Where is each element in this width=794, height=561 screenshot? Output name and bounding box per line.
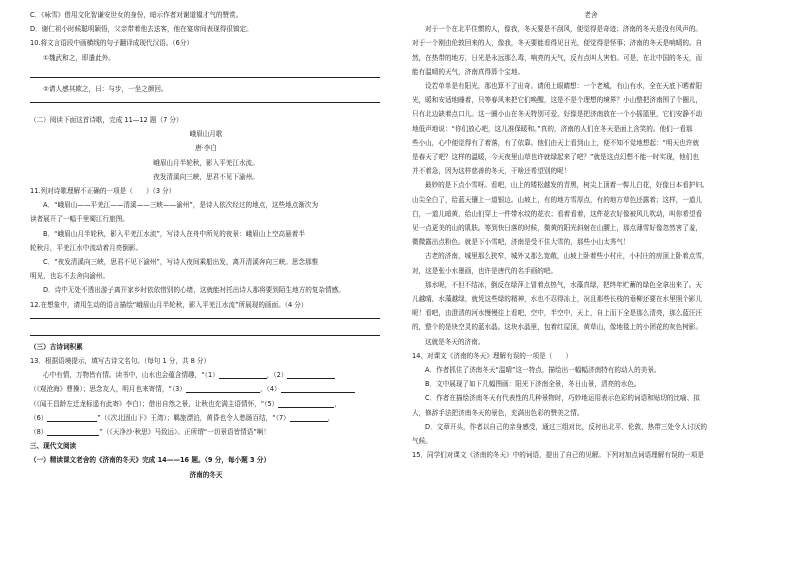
q14-option-b: B．文中展现了如下几幅图画：阳光下济南全景，冬日山景，清亮的水色。 [425, 380, 641, 389]
q11-option-d: D．诗中无处不透出游子离开家乡时依依惜别的心绪，这就能衬托出诗人那将要到陌生地方的复杂情感。 [43, 286, 345, 295]
q11-option-a: A．“峨眉山——平羌江——清溪——三峡——渝州”，是诗人依次经过的地点，这些地点渐次为 [43, 201, 319, 210]
essay-line: 是春天了吧？这样的温暖，今天夜里山草也许就绿起来了吧？”就是这点幻想不能一时实现，他们也 [412, 153, 699, 162]
q13-line-5 [30, 425, 382, 439]
fill-blank[interactable] [281, 383, 355, 393]
q14-option-d-cont: 气候。 [412, 437, 432, 446]
q13-line-3 [30, 397, 382, 411]
essay-line: 并不着急，因为这样慈善的冬天，干啥还希望别的呢！ [412, 167, 571, 176]
section-modern-heading: 三、现代文阅读 [30, 442, 77, 451]
q14-stem: 14、对课文《济南的冬天》理解有误的一项是（ ） [412, 351, 573, 360]
q13-line-1 [30, 368, 382, 382]
q11-option-b: B．“峨眉山月半轮秋，影入平羌江水流”，写诗人在舟中所见的夜景：峨眉山上空高悬着半 [43, 229, 305, 238]
essay-paragraph-end: 这就是冬天的济南。 [425, 337, 485, 346]
poem-author: 唐·李白 [195, 144, 217, 153]
fill-blank[interactable] [287, 369, 335, 379]
q13-text: ， [334, 399, 341, 408]
q13-stem: 13．根据语境提示，填写古诗文名句。（每句 1 分，共 8 分） [30, 357, 211, 366]
poem-line-1: 峨眉山月半轮秋，影入平羌江水流。 [153, 158, 259, 167]
poem-line-2: 夜发清溪向三峡，思君不见下渝州。 [153, 172, 259, 181]
q13-text: （6） [30, 413, 48, 422]
essay-line: 光，暖和安适地睡着，只等春风来把它们唤醒，这是不是个理想的境界？小山整把济南围了个圈儿， [412, 96, 703, 105]
left-column [30, 8, 382, 482]
q10-sentence-2: ②请人感其欺之，曰：与步，一坐之颜回。 [43, 84, 168, 93]
essay-paragraph-5: 那水呢，不但不结冰，倒反在绿萍上冒着点热气，水藻真绿，把终年贮蓄的绿色全拿出来了。天 [425, 280, 702, 289]
essay-line: 山尖全白了，给蓝天镶上一道银边。山坡上，有的地方雪厚点，有的地方草色还露着；这样，一道儿 [412, 195, 703, 204]
q13-text: ， [327, 413, 335, 422]
q10-stem: 10.将文言语段中画横线的句子翻译成现代汉语。（6分） [30, 39, 194, 48]
answer-line [30, 335, 380, 336]
essay-line: 地低声地说：“你们放心吧，这儿准保暖和。”真的，济南的人们在冬天是面上含笑的。他们一看那 [412, 124, 693, 133]
q10-sentence-1: ①魏武和之，即遣此外。 [43, 53, 115, 62]
q13-text: （《观沧海》曹操）；思念友人，明月也来寄情，“（3） [30, 385, 186, 394]
section-modern-subheading: （一）精读课文老舍的《济南的冬天》完成 14——16 题。（9 分，每小题 3 分） [30, 456, 271, 465]
essay-line: 白，一道儿暗黄，给山们穿上一件带水纹的花衣；看着看着，这件花衣好像被风儿吹动，叫你希望看 [412, 209, 703, 218]
section-2-heading: （二）阅读下面这首诗歌，完成 11—12 题（7 分） [30, 116, 183, 125]
right-column [412, 8, 770, 463]
essay-line: 然，在热带的地方，日光是永远那么毒，响亮的天气，反有点叫人害怕。可是，在北中国的冬天，而 [412, 53, 703, 62]
q13-text: ，（2） [266, 371, 288, 380]
essay-line: 只有北边缺着点口儿。这一圈小山在冬天特别可爱，好像是把济南放在一个小摇篮里，它们安静不动 [412, 110, 703, 119]
essay-title: 济南的冬天 [189, 470, 223, 479]
q11-stem: 11.列对诗歌理解不正确的一项是（ ）（3 分） [30, 187, 176, 196]
q13-line-4 [30, 411, 382, 425]
essay-paragraph-3: 最妙的是下点小雪呀。看吧，山上的矮松越发的青黑，树尖上顶着一髻儿白花，好像日本看护妇。 [425, 181, 709, 190]
q9-option-c: C．《咏雪》借用文化智谦安世女的身份，暗示作者对谢道韫才气的赞赏。 [30, 11, 243, 19]
essay-line: 能有温晴的天气，济南真得算个宝地。 [412, 67, 525, 76]
fill-blank[interactable] [47, 426, 99, 436]
essay-paragraph-4: 古老的济南，城里那么狭窄，城外又那么宽敞，山坡上卧着些小村庄，小村庄的房顶上卧着点雪， [425, 252, 709, 261]
fill-blank[interactable] [219, 369, 267, 379]
q13-text: ”（《次北固山下》王湾）；羁旅漂泊，黄昏也令人愁肠百结，“（7） [97, 413, 290, 422]
q14-option-d: D．文章开头，作者以自己的亲身感受，通过三组对比，反衬出北平、伦敦、热带三处令人讨厌的 [425, 422, 708, 431]
essay-line: 对于一个刚由伦敦回来的人，像我，冬天要能看得见日光，便觉得是怪事；济南的冬天是响晴的。自 [412, 39, 703, 48]
essay-line: 呢！看吧，由澄清的河水慢慢往上看吧，空中，半空中，天上，自上而下全是那么清亮，那么蓝汪汪 [412, 309, 703, 318]
fill-blank[interactable] [290, 412, 328, 422]
q15-stem: 15．同学们对课文《济南的冬天》中的词语，提出了自己的见解。下列对加点词语理解有误的一项是 [412, 451, 704, 460]
essay-line: 儿越晴，水藻越绿，就凭这些绿的精神，水也不忍得冻上，况且那些长枝的垂柳还要在水里照个影儿 [412, 295, 703, 304]
answer-line [30, 102, 380, 103]
essay-line: 的，整个的是块空灵的蓝水晶。这块水晶里，包着红屋顶，黄草山，像地毯上的小团花的灰色树影。 [412, 323, 703, 332]
answer-line [30, 77, 380, 78]
q11-option-c: C．“夜发清溪向三峡，思君不见下渝州”，写诗人夜间乘船出发，离开清溪奔向三峡。思念那惟 [43, 258, 319, 267]
essay-paragraph-2: 设若单单是有阳光，那也算不了出奇。请闭上眼睛想：一个老城，有山有水，全在天底下晒着阳 [425, 82, 702, 91]
q14-option-c: C．作者在描绘济南冬天有代表性的几种景物时，巧妙地运用表示色彩的词语和贴切的比喻、拟 [425, 394, 700, 403]
q11-option-a-cont: 读者展开了一幅千里蜀江行旅图。 [30, 215, 129, 224]
essay-author: 老舍 [584, 11, 598, 19]
poem-title: 峨眉山月歌 [189, 130, 223, 139]
q13-text: （8） [30, 428, 48, 437]
q14-option-c-cont: 人，修辞手法把济南冬天的景色，充满出色彩的赞美之情。 [412, 408, 584, 417]
q13-text: ”（《天净沙·秋思》马致远）。正所谓“一切景语皆情语”啊！ [99, 428, 270, 437]
fill-blank[interactable] [47, 412, 97, 422]
q14-option-a: A．作者抓住了济南冬天“温晴”这一特点，描绘出一幅幅济南特有的动人的美景。 [425, 366, 661, 375]
fill-blank[interactable] [278, 398, 334, 408]
section-3-heading: （三）古诗词积累 [30, 342, 83, 351]
q11-option-b-cont: 轮秋月，平羌江水中流动着月亮倒影。 [30, 243, 143, 252]
answer-line [30, 318, 380, 319]
q13-text: 心中有情，万物皆有情。读书中，山水也会蕴含情趣，“（1） [43, 371, 219, 380]
essay-line: 些小山，心中便觉得有了着落，有了依靠。他们由天上看到山上，便不知不觉地想起：“明天也许就 [412, 138, 699, 147]
fill-blank[interactable] [186, 383, 260, 393]
essay-paragraph-1: 对于一个在北平住惯的人，像我，冬天要是不刮风，便觉得是奇迹；济南的冬天是没有风声的。 [425, 25, 702, 34]
q13-text: （《闻王昌龄左迁龙标遥有此寄》李白）；借出自然之景，让秋也充满主语情怀，“（5） [30, 399, 279, 408]
essay-line: 微微露出点粉色。就是下小雪吧，济南是受不住大雪的，那些小山太秀气！ [412, 238, 630, 247]
q11-option-c-cont: 明见，也忘不去舍向渝州。 [30, 272, 110, 281]
q13-line-2 [30, 382, 382, 396]
q13-text: ，（4） [259, 385, 281, 394]
q12-stem: 12.在想象中，请用生动的语言描绘“峨眉山月半轮秋，影入平羌江水流”所展现的画面。（4 分） [30, 300, 308, 309]
essay-line: 见一点更美的山的肌肤。等到快日落的时候，微黄的阳光斜射在山腰上，那点薄雪好像忽然害了羞， [412, 224, 703, 233]
q9-option-d: D．谢仁祖小时候聪明颖悟，父亲带着他去送客，他在宴席间表现得很镇定。 [30, 25, 253, 34]
essay-line: 对，这是张小水墨画，也许是唐代的名手画的吧。 [412, 266, 558, 275]
